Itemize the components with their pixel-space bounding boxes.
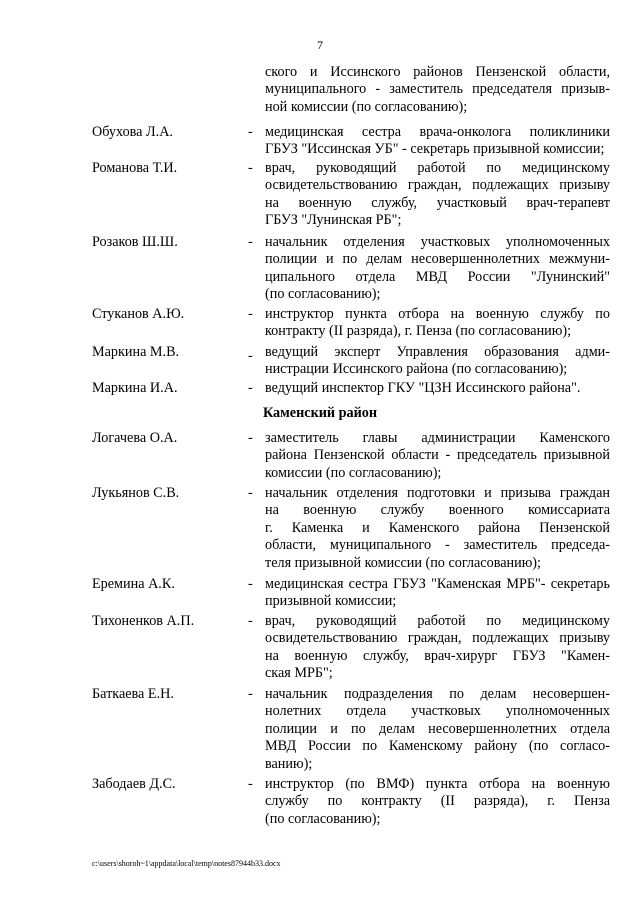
member-name: Обухова Л.А. [92, 124, 173, 140]
role-line: начальник отделения подготовки и призыва граждан [265, 485, 610, 501]
role-line: ванию); [265, 755, 313, 772]
role-line: службу по контракту (II разряда), г. Пенза [265, 793, 610, 810]
role-line: (по согласованию); [265, 286, 381, 303]
role-line: нистрации Иссинского района (по согласованию); [265, 361, 568, 378]
role-line: освидетельствованию граждан, подлежащих призыву [265, 177, 610, 194]
role-line: ская МРБ"; [265, 665, 333, 682]
role-line: муниципального - заместитель председателя призыв- [265, 81, 610, 98]
role-line: медицинская сестра врача-онколога поликлиники [265, 124, 610, 140]
role-line: врач, руководящий работой по медицинскому [265, 160, 610, 176]
role-line: на военную службу военного комиссариата [265, 502, 610, 519]
role-text [265, 234, 610, 304]
role-line: на военную службу, участковый врач-терапевт [265, 194, 610, 211]
role-line: контракту (II разряда), г. Пенза (по согласованию); [265, 323, 572, 340]
role-line: заместитель главы администрации Каменского [265, 430, 610, 446]
dash-separator: - [248, 234, 253, 250]
member-name: Еремина А.К. [92, 576, 175, 592]
role-line: инструктор (по ВМФ) пункта отбора на военную [265, 776, 610, 792]
dash-separator: - [248, 380, 253, 396]
member-name: Лукьянов С.В. [92, 485, 180, 501]
role-line: ной комиссии (по согласованию); [265, 98, 468, 115]
role-line: нолетних отдела участковых уполномоченных [265, 703, 610, 720]
role-line: ведущий инспектор ГКУ "ЦЗН Иссинского района". [265, 380, 581, 396]
dash-separator: - [248, 160, 253, 176]
role-line: начальник отделения участковых уполномоченных [265, 234, 610, 250]
role-line: на военную службу, врач-хирург ГБУЗ "Камен- [265, 647, 610, 664]
role-line: полиции и по делам несовершеннолетних отдела [265, 720, 610, 737]
role-line: начальник подразделения по делам несовершен- [265, 686, 610, 702]
member-name: Забодаев Д.С. [92, 776, 176, 792]
member-name: Баткаева Е.Н. [92, 686, 174, 702]
role-line: ГБУЗ "Иссинская УБ" - секретарь призывной комиссии; [265, 141, 605, 158]
dash-separator: - [248, 306, 253, 322]
role-line: ГБУЗ "Лунинская РБ"; [265, 212, 402, 229]
role-line: теля призывной комиссии (по согласованию); [265, 554, 541, 571]
page-number: 7 [317, 38, 323, 52]
dash-separator: - [248, 576, 253, 592]
dash-separator: - [248, 485, 253, 501]
role-line: врач, руководящий работой по медицинскому [265, 613, 610, 629]
member-name: Маркина М.В. [92, 344, 180, 360]
role-text [265, 485, 610, 572]
section-heading: Каменский район [262, 405, 378, 421]
role-text [265, 344, 610, 379]
role-line: инструктор пункта отбора на военную службу по [265, 306, 610, 322]
role-text [265, 306, 610, 341]
dash-separator: - [248, 430, 253, 446]
role-text [265, 124, 610, 159]
role-line: призывной комиссии; [265, 593, 397, 610]
role-line: области, муниципального - заместитель председа- [265, 537, 610, 554]
footer-file-path: c:\users\shoroh~1\appdata\local\temp\notes87944b33.docx [92, 859, 281, 868]
dash-separator: - [248, 348, 253, 364]
member-name: Логачева О.А. [92, 430, 178, 446]
role-text [265, 576, 610, 611]
member-name: Стуканов А.Ю. [92, 306, 185, 322]
role-line: ципального отдела МВД России "Лунинский" [265, 268, 610, 285]
role-line: полиции и по делам несовершеннолетних межмуни- [265, 251, 610, 268]
role-text [265, 380, 610, 397]
role-line: (по согласованию); [265, 810, 381, 827]
member-name: Маркина И.А. [92, 380, 178, 396]
member-name: Розаков Ш.Ш. [92, 234, 178, 250]
role-line: ского и Иссинского районов Пензенской области, [265, 64, 610, 80]
role-text [265, 64, 610, 116]
role-text [265, 776, 610, 828]
role-text [265, 160, 610, 230]
role-text [265, 430, 610, 482]
role-line: комиссии (по согласованию); [265, 464, 442, 481]
dash-separator: - [248, 613, 253, 629]
role-text [265, 686, 610, 773]
role-line: г. Каменка и Каменского района Пензенской [265, 519, 610, 536]
dash-separator: - [248, 686, 253, 702]
dash-separator: - [248, 124, 253, 140]
role-line: ведущий эксперт Управления образования адми- [265, 344, 610, 360]
member-name: Тихоненков А.П. [92, 613, 195, 629]
role-line: медицинская сестра ГБУЗ "Каменская МРБ"- секретарь [265, 576, 610, 592]
role-line: района Пензенской области - председатель призывной [265, 447, 610, 464]
role-line: освидетельствованию граждан, подлежащих призыву [265, 630, 610, 647]
role-line: МВД России по Каменскому району (по согласо- [265, 738, 610, 755]
member-name: Романова Т.И. [92, 160, 178, 176]
role-text [265, 613, 610, 683]
dash-separator: - [248, 776, 253, 792]
